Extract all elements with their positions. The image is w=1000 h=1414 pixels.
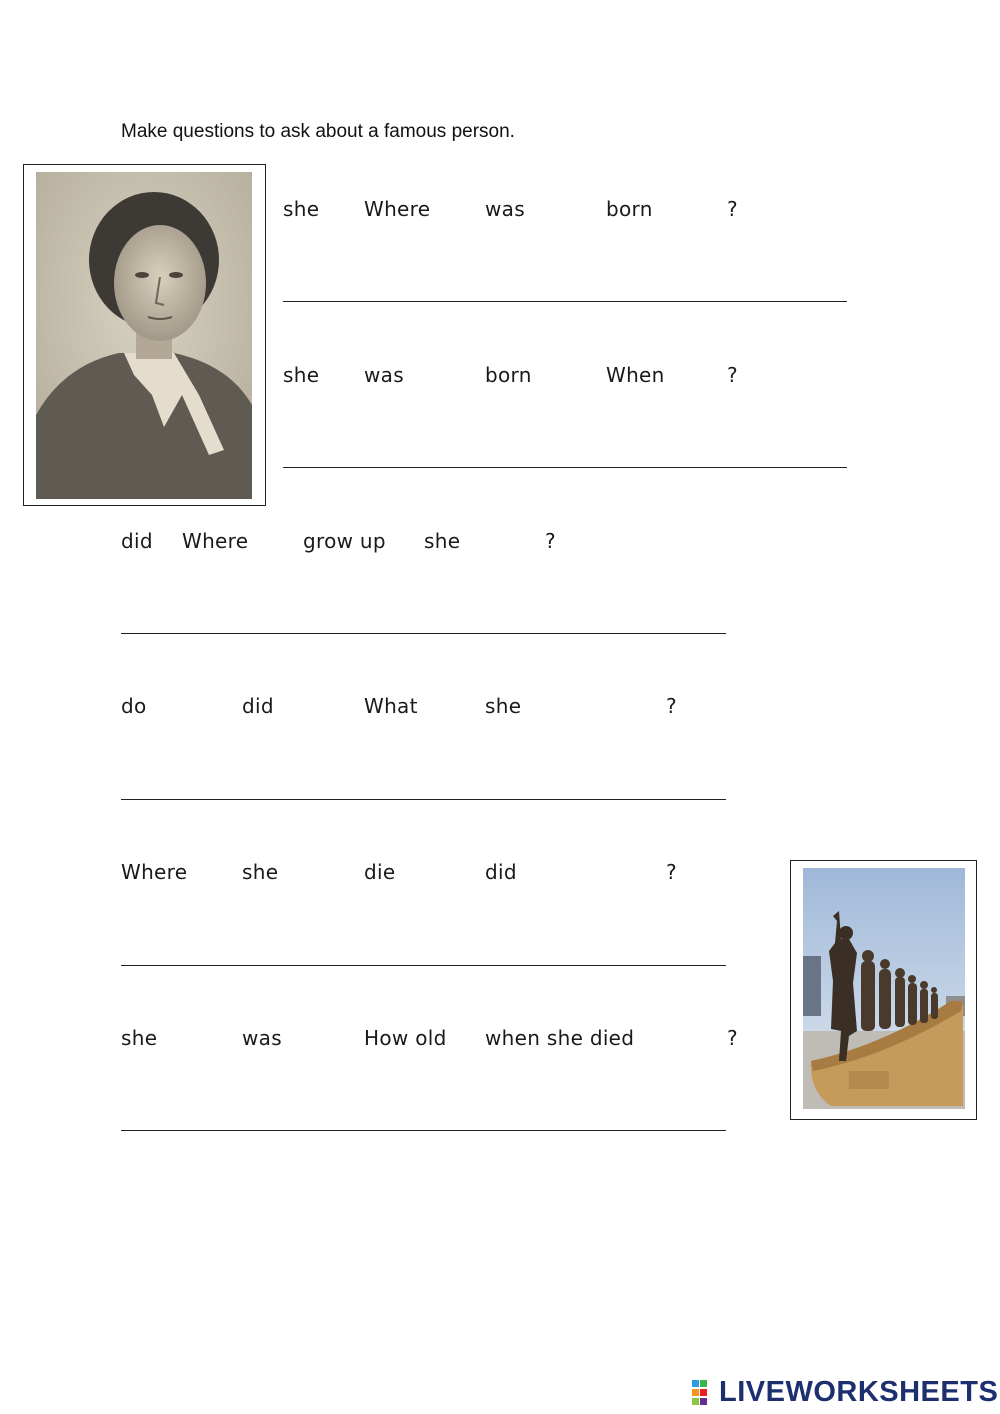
word-tile[interactable]: How old (364, 1026, 447, 1050)
answer-line (121, 633, 726, 634)
word-tile[interactable]: when she died (485, 1026, 635, 1050)
brand-name: LIVEWORKSHEETS (719, 1376, 999, 1408)
answer-input[interactable] (283, 438, 850, 468)
word-tile[interactable]: she (283, 197, 320, 221)
answer-line (121, 965, 726, 966)
answer-input[interactable] (121, 936, 729, 966)
word-tile[interactable]: did (121, 529, 153, 553)
instruction-text: Make questions to ask about a famous person. (121, 121, 515, 142)
word-tile[interactable]: When (606, 363, 665, 387)
word-tile[interactable]: she (424, 529, 461, 553)
liveworksheets-logo-icon (692, 1380, 716, 1406)
word-tile[interactable]: grow up (303, 529, 386, 553)
word-tile[interactable]: Where (364, 197, 431, 221)
word-tile[interactable]: she (242, 860, 279, 884)
question-mark: ? (545, 529, 556, 553)
answer-input[interactable] (121, 1101, 729, 1131)
word-tile[interactable]: she (283, 363, 320, 387)
question-mark: ? (666, 694, 677, 718)
question-mark: ? (727, 363, 738, 387)
statue-photo (790, 860, 977, 1120)
word-tile[interactable]: was (242, 1026, 282, 1050)
answer-input[interactable] (121, 770, 729, 800)
answer-line (121, 1130, 726, 1131)
portrait-photo (23, 164, 266, 506)
answer-input[interactable] (121, 604, 729, 634)
word-tile[interactable]: die (364, 860, 396, 884)
word-tile[interactable]: What (364, 694, 418, 718)
word-tile[interactable]: she (485, 694, 522, 718)
word-tile[interactable]: do (121, 694, 147, 718)
question-mark: ? (727, 197, 738, 221)
question-mark: ? (666, 860, 677, 884)
answer-line (121, 799, 726, 800)
word-tile[interactable]: did (242, 694, 274, 718)
question-mark: ? (727, 1026, 738, 1050)
word-tile[interactable]: Where (182, 529, 249, 553)
brand-logo (692, 1376, 998, 1409)
word-tile[interactable]: did (485, 860, 517, 884)
word-tile[interactable]: born (485, 363, 532, 387)
word-tile[interactable]: Where (121, 860, 188, 884)
answer-line (283, 301, 847, 302)
word-tile[interactable]: born (606, 197, 653, 221)
word-tile[interactable]: was (485, 197, 525, 221)
answer-line (283, 467, 847, 468)
word-tile[interactable]: was (364, 363, 404, 387)
answer-input[interactable] (283, 272, 850, 302)
word-tile[interactable]: she (121, 1026, 158, 1050)
